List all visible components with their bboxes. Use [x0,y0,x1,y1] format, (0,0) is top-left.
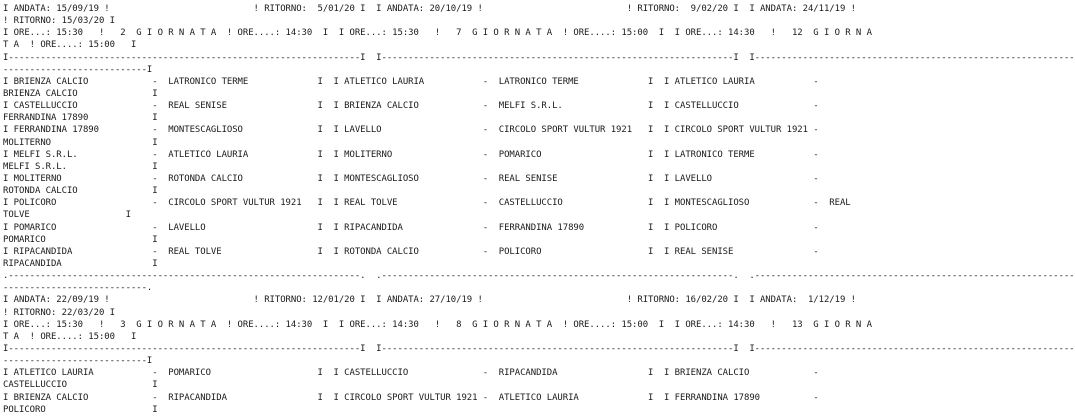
match-row: I RIPACANDIDA - REAL TOLVE I I ROTONDA CALCIO - POLICORO I I REAL SENISE - [3,246,819,257]
header-line: I ANDATA: 22/09/19 ! ! RITORNO: 12/01/20 I I ANDATA: 27/10/19 ! ! RITORNO: 16/02/20 I I ANDATA: 1/12/19 ! [3,295,856,306]
separator-line: I------------------------------------------------------------------I I------------------------------------------------------------------I I------------------------------------------------------------ [3,52,1075,63]
match-row-wrap: POMARICO I [3,234,158,245]
giornata-line-wrap: T A ! ORE....: 15:00 I [3,331,137,342]
match-row: I BRIENZA CALCIO - LATRONICO TERME I I ATLETICO LAURIA - LATRONICO TERME I I ATLETICO LAURIA - [3,76,819,87]
separator-line-wrap: ---------------------------I [3,356,153,367]
match-row-wrap: POLICORO I [3,404,158,415]
match-row: I ATLETICO LAURIA - POMARICO I I CASTELLUCCIO - RIPACANDIDA I I BRIENZA CALCIO - [3,368,819,379]
match-row-wrap: MELFI S.R.L. I [3,161,158,172]
match-row: I POLICORO - CIRCOLO SPORT VULTUR 1921 I I REAL TOLVE - CASTELLUCCIO I I MONTESCAGLIOSO - REAL [3,198,851,209]
header-line: I ANDATA: 15/09/19 ! ! RITORNO: 5/01/20 I I ANDATA: 20/10/19 ! ! RITORNO: 9/02/20 I I ANDATA: 24/11/19 ! [3,4,856,14]
match-row-wrap: MOLITERNO I [3,137,158,148]
separator-line-wrap: ---------------------------I [3,64,153,75]
header-line-wrap: ! RITORNO: 15/03/20 I [3,16,115,27]
match-row: I MELFI S.R.L. - ATLETICO LAURIA I I MOLITERNO - POMARICO I I LATRONICO TERME - [3,149,819,160]
match-row-wrap: CASTELLUCCIO I [3,380,158,391]
match-row-wrap: ROTONDA CALCIO I [3,186,158,197]
separator-line: I------------------------------------------------------------------I I------------------------------------------------------------------I I------------------------------------------------------------ [3,343,1075,354]
match-row: I CASTELLUCCIO - REAL SENISE I I BRIENZA CALCIO - MELFI S.R.L. I I CASTELLUCCIO - [3,101,819,112]
giornata-line: I ORE...: 15:30 ! 2 G I O R N A T A ! ORE....: 14:30 I I ORE...: 15:30 ! 7 G I O R N A T A ! ORE....: 15:00 I I ORE...: 14:30 ! 12 G I O R N A [3,28,872,39]
match-row-wrap: BRIENZA CALCIO I [3,88,158,99]
match-row: I FERRANDINA 17890 - MONTESCAGLIOSO I I LAVELLO - CIRCOLO SPORT VULTUR 1921 I I CIRCOLO SPORT VULTUR 1921 - [3,125,819,136]
header-line-wrap: ! RITORNO: 22/03/20 I [3,307,115,318]
match-row: I MOLITERNO - ROTONDA CALCIO I I MONTESCAGLIOSO - REAL SENISE I I LAVELLO - [3,173,819,184]
block-end-line: .------------------------------------------------------------------. .------------------------------------------------------------------. .------------------------------------------------------------ [3,271,1075,282]
giornata-line-wrap: T A ! ORE....: 15:00 I [3,40,137,51]
match-row-wrap: TOLVE I [3,210,131,221]
match-row-wrap: RIPACANDIDA I [3,258,158,269]
match-row-wrap: FERRANDINA 17890 I [3,113,158,124]
match-row: I BRIENZA CALCIO - RIPACANDIDA I I CIRCOLO SPORT VULTUR 1921 - ATLETICO LAURIA I I FERRANDINA 17890 - [3,392,819,403]
block-end-line-wrap: ---------------------------. [3,283,153,294]
giornata-line: I ORE...: 15:30 ! 3 G I O R N A T A ! ORE....: 14:30 I I ORE...: 14:30 ! 8 G I O R N A T A ! ORE....: 15:00 I I ORE...: 14:30 ! 13 G I O R N A [3,319,872,330]
match-row: I POMARICO - LAVELLO I I RIPACANDIDA - FERRANDINA 17890 I I POLICORO - [3,222,819,233]
